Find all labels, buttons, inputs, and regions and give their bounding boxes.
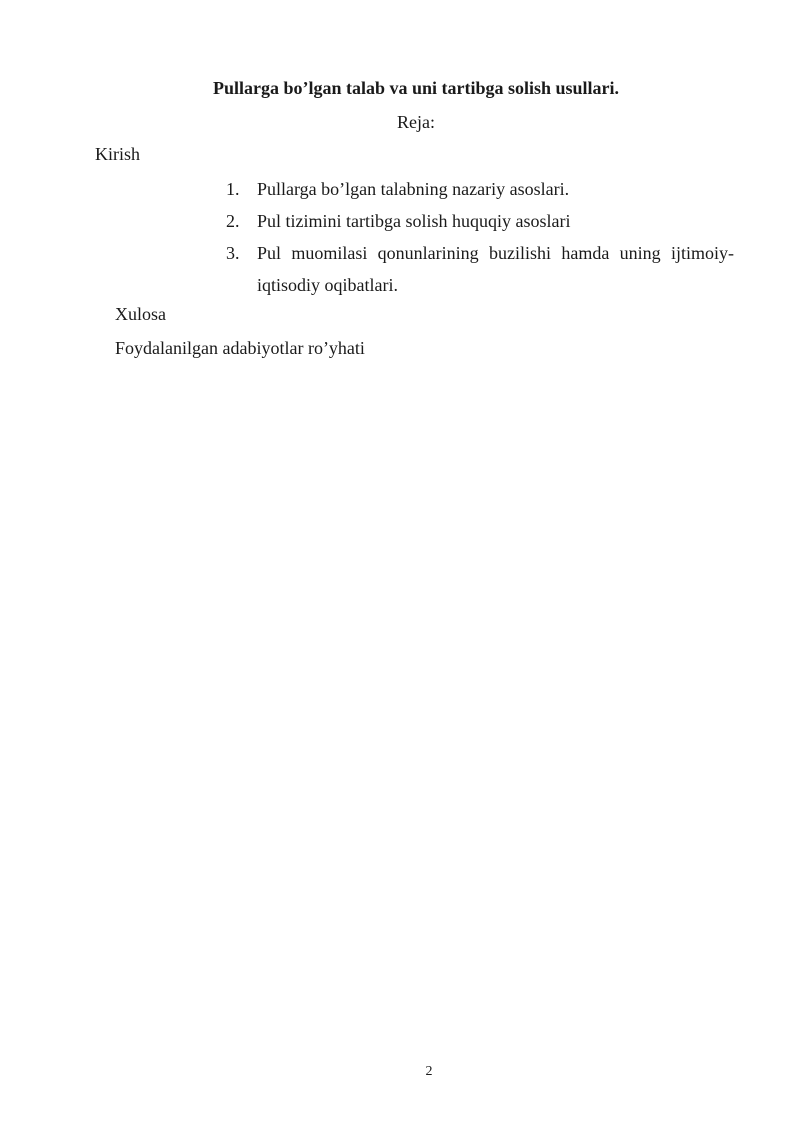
document-title: Pullarga bo’lgan talab va uni tartibga solish usullari. [212,78,620,98]
plan-item [226,237,734,301]
plan-item-number: 1. [226,179,240,199]
page-number: 2 [425,1064,433,1079]
references-label: Foydalanilgan adabiyotlar ro’yhati [115,338,365,358]
plan-item-text: Pul tizimini tartibga solish huquqiy asoslari [257,211,571,231]
plan-heading: Reja: [397,112,435,132]
intro-label: Kirish [95,144,140,164]
plan-list [226,173,734,301]
plan-item-number: 3. [226,243,240,263]
plan-item-text: Pul muomilasi qonunlarining buzilishi hamda uning ijtimoiy-iqtisodiy oqibatlari. [257,243,734,295]
conclusion-label: Xulosa [115,304,166,324]
plan-item-text: Pullarga bo’lgan talabning nazariy asoslari. [257,179,570,199]
plan-item-number: 2. [226,211,240,231]
plan-item [226,205,734,237]
plan-item [226,173,734,205]
